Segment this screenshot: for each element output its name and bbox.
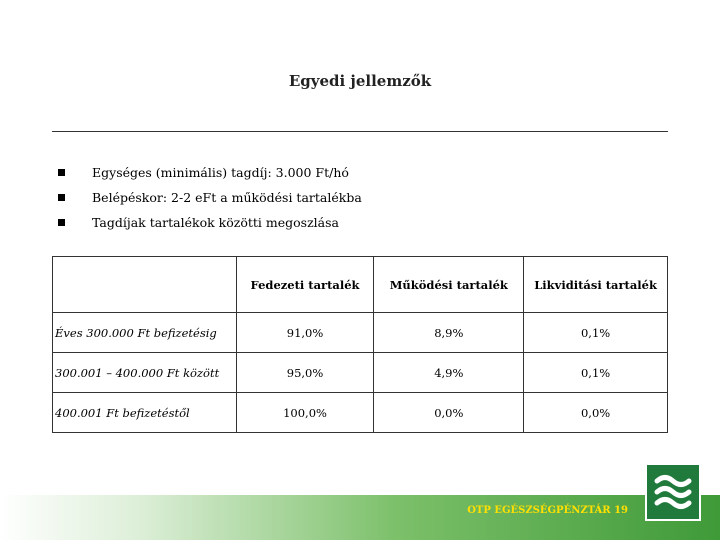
- bullet-text: Belépéskor: 2-2 eFt a működési tartalékba: [92, 190, 362, 205]
- square-bullet-icon: [58, 194, 65, 201]
- bullet-item: [58, 185, 362, 210]
- bullet-item: [58, 210, 362, 235]
- header-mukodesi: Működési tartalék: [374, 257, 524, 313]
- slide-title: Egyedi jellemzők: [288, 72, 432, 90]
- square-bullet-icon: [58, 219, 65, 226]
- row-label: 300.001 – 400.000 Ft között: [53, 353, 237, 393]
- table-cell: 0,1%: [524, 313, 668, 353]
- otp-wave-logo-icon: [645, 463, 701, 521]
- table-cell: 95,0%: [236, 353, 374, 393]
- square-bullet-icon: [58, 169, 65, 176]
- header-likviditasi: Likviditási tartalék: [524, 257, 668, 313]
- table-row: [53, 313, 668, 353]
- table-cell: 0,1%: [524, 353, 668, 393]
- table-cell: 0,0%: [374, 393, 524, 433]
- table-cell: 0,0%: [524, 393, 668, 433]
- bullet-list: [58, 160, 362, 235]
- header-empty-cell: [53, 257, 237, 313]
- table-row: [53, 393, 668, 433]
- title-divider: [52, 131, 668, 132]
- header-fedezeti: Fedezeti tartalék: [236, 257, 374, 313]
- reserve-table: [52, 256, 668, 433]
- table-row: [53, 353, 668, 393]
- row-label: Éves 300.000 Ft befizetésig: [53, 313, 237, 353]
- row-label: 400.001 Ft befizetéstől: [53, 393, 237, 433]
- table-cell: 91,0%: [236, 313, 374, 353]
- table-header-row: [53, 257, 668, 313]
- table-cell: 8,9%: [374, 313, 524, 353]
- logo-waves: [647, 465, 699, 519]
- table-cell: 100,0%: [236, 393, 374, 433]
- footer-band: [0, 495, 720, 540]
- bullet-text: Egységes (minimális) tagdíj: 3.000 Ft/hó: [92, 165, 349, 180]
- footer-label: OTP EGÉSZSÉGPÉNZTÁR 19: [467, 505, 628, 516]
- bullet-text: Tagdíjak tartalékok közötti megoszlása: [92, 215, 339, 230]
- bullet-item: [58, 160, 362, 185]
- table-cell: 4,9%: [374, 353, 524, 393]
